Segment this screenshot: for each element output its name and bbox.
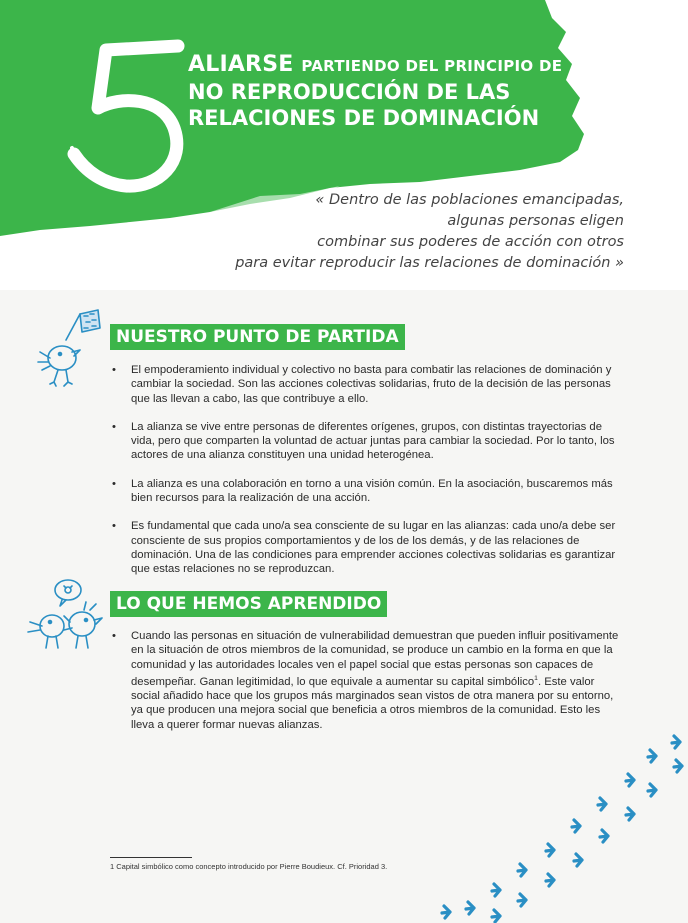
section-title-lessons-learned: LO QUE HEMOS APRENDIDO [110,591,387,617]
chapter-number-graphic [58,36,193,196]
list-item [110,629,625,732]
list-item: • Es fundamental que cada uno/a sea consciente de su lugar en las alianzas: cada uno/a debe ser consciente de sus propios comportamientos y de los de los demás, y de las relaciones de dominación. Una de las condiciones para emprender acciones colectivas solidarias es garantizar que estas relaciones no se reproduzcan. [110,519,625,576]
footnote-text: Capital simbólico como concepto introducido por Pierre Boudieux. Cf. Prioridad 3. [114,862,388,871]
footnote-reference: 1 [534,674,538,682]
section-title-starting-point: NUESTRO PUNTO DE PARTIDA [110,324,405,350]
title-line-3: RELACIONES DE DOMINACIÓN [188,106,540,130]
footnote-number: 1 [110,862,115,871]
list-item: • El empoderamiento individual y colectivo no basta para combatir las relaciones de dominación y cambiar la sociedad. Son las acciones colectivas solidarias, fruto de la decisión de las personas que las llevan a cabo, las que contribuye a ello. [110,363,625,406]
title-word: ALIARSE [188,52,294,77]
starting-point-list [110,363,625,591]
lesson-text: Cuando las personas en situación de vulnerabilidad demuestran que pueden influir positivamente en la situación de otros miembros de la comunidad, se produce un cambio en la forma en que la comunidad y las autoridades locales ven el papel social que estas personas son capaces de desempeñar. Ganan legitimidad, lo que equivale a aumentar su capital simbólico [131,630,619,688]
quote-line: combinar sus poderes de acción con otros [317,234,624,250]
quote-line: « Dentro de las poblaciones emancipadas, [315,192,624,208]
list-item: • La alianza es una colaboración en torno a una visión común. En la asociación, buscaremos más bien recursos para la realización de una acción. [110,477,625,506]
quote-line: para evitar reproducir las relaciones de dominación » [235,255,624,271]
bird-flag-illustration [36,306,106,390]
footprints-decoration [430,720,688,923]
two-birds-illustration [24,576,108,656]
title-rest: PARTIENDO DEL PRINCIPIO DE [301,57,563,75]
quote-line: algunas personas eligen [447,213,624,229]
title-line-2: NO REPRODUCCIÓN DE LAS [188,80,511,104]
list-item: • La alianza se vive entre personas de diferentes orígenes, grupos, con distintas trayectorias de vida, pero que comparten la voluntad de actuar juntas para cambiar la sociedad. Por lo tanto, los actores de una alianza constituyen una unidad heterogénea. [110,420,625,463]
page-title [188,52,628,131]
footnote [110,862,387,871]
intro-quote [184,190,624,274]
lesson-text-continued: . Este valor social añadido hace que los grupos más marginados sean vistos de otra manera por su entorno, ya que producen una mejora social que beneficia a otros miembros de la comunidad. Esto les lleva a querer formar nuevas alianzas. [131,675,614,731]
footnote-divider [110,857,192,858]
